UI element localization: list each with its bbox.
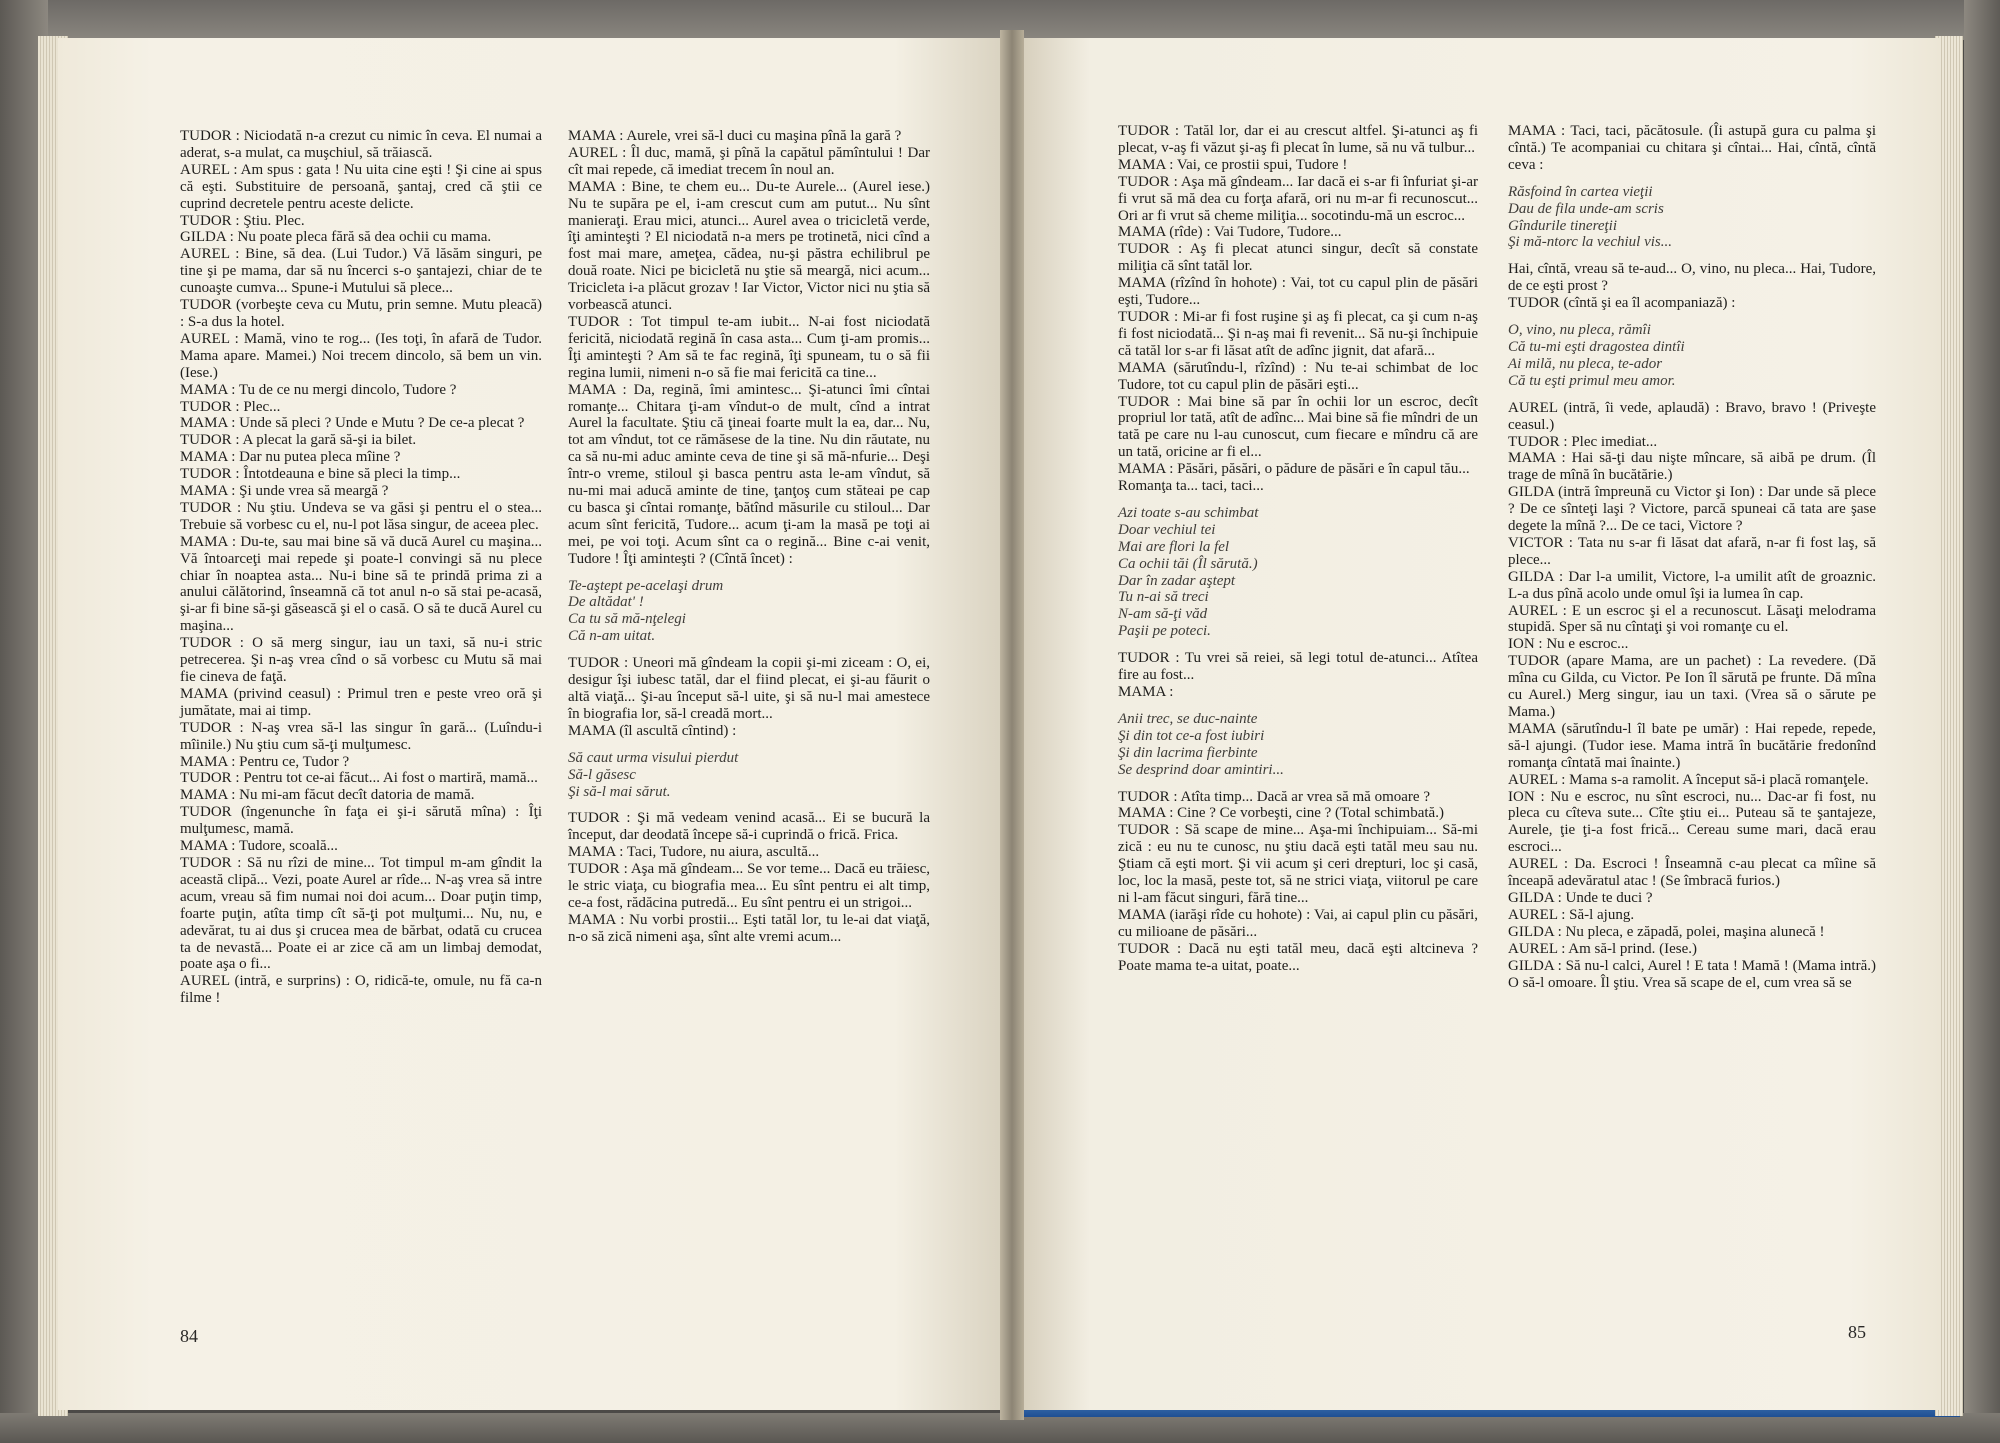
left-page-column-1	[180, 128, 542, 1007]
dialogue-paragraph: GILDA : Nu pleca, e zăpadă, polei, maşina alunecă !	[1508, 923, 1825, 940]
dialogue-paragraph: TUDOR : Aşa mă gîndeam... Iar dacă ei s-ar fi înfuriat şi-ar fi vrut să mă dea cu forţa afară, ori nu m-ar fi recunoscut... Ori ar fi vrut să cheme miliţia... socotindu-mă un escroc...	[1118, 173, 1478, 224]
dialogue-paragraph: AUREL : Mama s-a ramolit. A început să-i placă romanţele.	[1508, 771, 1869, 788]
dialogue-paragraph: MAMA : Cine ? Ce vorbeşti, cine ? (Total schimbată.)	[1118, 805, 1444, 822]
dialogue-paragraph: TUDOR (îngenunche în faţa ei şi-i sărută mîna) : Îţi mulţumesc, mamă.	[180, 804, 542, 838]
dialogue-paragraph: TUDOR : Atîta timp... Dacă ar vrea să mă omoare ?	[1118, 788, 1430, 805]
dialogue-paragraph: TUDOR : Şi mă vedeam venind acasă... Ei se bucură la început, dar deodată începe să-i cuprindă o frică. Frica.	[568, 810, 930, 844]
dialogue-paragraph: MAMA : Nu mi-am făcut decît datoria de mamă.	[180, 787, 475, 804]
dialogue-paragraph: GILDA : Unde te duci ?	[1508, 889, 1653, 906]
dialogue-paragraph: TUDOR : O să merg singur, iau un taxi, să nu-i stric petrecerea. Şi n-aş vrea cînd o să vorbesc cu Mutu să mai fie cineva de faţă.	[180, 635, 542, 685]
dialogue-paragraph: MAMA : Nu vorbi prostii... Eşti tatăl lor, tu le-ai dat viaţă, n-o să zică nimeni aşa, sînt alte vremi acum...	[568, 911, 930, 945]
dialogue-paragraph: ION : Nu e escroc...	[1508, 636, 1629, 653]
dialogue-paragraph: Hai, cîntă, vreau să te-aud... O, vino, nu pleca... Hai, Tudore, de ce eşti prost ?	[1508, 261, 1876, 295]
dialogue-paragraph: TUDOR : Tu vrei să reiei, să legi totul de-atunci... Atîtea fire au fost...	[1118, 650, 1478, 684]
dialogue-paragraph: Romanţa ta... taci, taci...	[1118, 478, 1264, 495]
dialogue-paragraph: TUDOR : Plec...	[180, 398, 281, 415]
dialogue-paragraph: TUDOR : Să nu rîzi de mine... Tot timpul m-am gîndit la această clipă... Vezi, poate Aurel ar rîde... N-aş vrea să intre acum, vreau să fim numai noi doi acum... Doar puţin timp, foarte puţin, atîta timp cît să-ţi pot mulţumi... Nu, nu, e adevărat, tu ai dus şi crucea mea de bărbat, odată cu crucea ta de nevastă... Poate ei ar zice că am un limbaj demodat, poate aşa o fi...	[180, 854, 542, 973]
book-gutter	[1000, 30, 1024, 1420]
right-page-number: 85	[1848, 1322, 1866, 1342]
dialogue-paragraph: AUREL : Bine, să dea. (Lui Tudor.) Vă lăsăm singuri, pe tine şi pe mama, dar să nu încerci s-o şantajezi, chiar de te cunoaşte cumva... Spune-i Mutului să plece...	[180, 246, 542, 297]
dialogue-paragraph: TUDOR : Mai bine să par în ochii lor un escroc, decît propriul lor tată, atît de adînc... Mai bine să fie mîndri de un tată pe care nu l-au cunoscut, cum fiecare e mîndru că are un tată, oricine ar fi el...	[1118, 393, 1478, 461]
dialogue-paragraph: MAMA (îl ascultă cîntind) :	[568, 722, 737, 739]
dialogue-paragraph: MAMA (iarăşi rîde cu hohote) : Vai, ai capul plin cu păsări, cu milioane de păsări...	[1118, 906, 1478, 940]
dialogue-paragraph: TUDOR : Întotdeauna e bine să pleci la timp...	[180, 466, 461, 483]
dialogue-paragraph: MAMA : Vai, ce prostii spui, Tudore !	[1118, 156, 1348, 173]
dialogue-paragraph: MAMA : Şi unde vrea să meargă ?	[180, 483, 389, 500]
dialogue-paragraph: AUREL : Îl duc, mamă, şi pînă la capătul pămîntului ! Dar cît mai repede, că imediat trecem în noul an.	[568, 144, 930, 178]
dialogue-paragraph: MAMA : Aurele, vrei să-l duci cu maşina pînă la gară ?	[568, 128, 902, 144]
dialogue-paragraph: TUDOR (cîntă şi ea îl acompaniază) :	[1508, 295, 1736, 312]
dialogue-paragraph: TUDOR : Tot timpul te-am iubit... N-ai fost niciodată fericită, niciodată regină în casa asta... Cum ţi-am promis... Îţi aminteşti ? Am să te fac regină, îţi spuneam, tu o să fii regina lumii, nimeni n-o să fie mai fericită ca tine...	[568, 313, 930, 381]
dialogue-paragraph: MAMA (sărutîndu-l îl bate pe umăr) : Hai repede, repede, să-l ajungi. (Tudor iese. Mama intră în bucătărie fredonînd romanţa cîntată mai înainte.)	[1508, 720, 1876, 771]
dialogue-paragraph: TUDOR (vorbeşte ceva cu Mutu, prin semne. Mutu pleacă) : S-a dus la hotel.	[180, 297, 542, 330]
dialogue-paragraph: MAMA : Unde să pleci ? Unde e Mutu ? De ce-a plecat ?	[180, 415, 525, 432]
dialogue-paragraph: TUDOR : Să scape de mine... Aşa-mi închipuiam... Să-mi zică : eu nu te cunosc, nu ştiu dacă eşti tatăl meu sau nu. Ştiam că eşti mort. Şi vii acum şi ceri drepturi, loc şi casă, loc, loc la masă, peste tot, să ne strici viaţa, viitorul pe care ni l-am făcut singuri, fără tine...	[1118, 822, 1478, 906]
dialogue-paragraph: VICTOR : Tata nu s-ar fi lăsat dat afară, n-ar fi fost laş, să plece...	[1508, 534, 1876, 568]
dialogue-paragraph: TUDOR : Niciodată n-a crezut cu nimic în ceva. El numai a aderat, s-a mulat, ca muşchiul, să trăiască.	[180, 128, 542, 161]
dialogue-paragraph: GILDA : Nu poate pleca fără să dea ochii cu mama.	[180, 229, 492, 246]
dialogue-paragraph: MAMA : Hai să-ţi dau nişte mîncare, să aibă pe drum. (Îl trage de mînă în bucătărie.)	[1508, 450, 1876, 484]
left-page-number: 84	[180, 1326, 198, 1346]
dialogue-paragraph: TUDOR : Dacă nu eşti tatăl meu, dacă eşti altcineva ? Poate mama te-a uitat, poate...	[1118, 940, 1478, 974]
dialogue-paragraph: TUDOR : Plec imediat...	[1508, 433, 1658, 450]
dialogue-paragraph: TUDOR : A plecat la gară să-şi ia bilet.	[180, 432, 417, 449]
song-stanza: Te-aştept pe-acelaşi drum De altădat' ! Ca tu să mă-nţelegi Că n-am uitat.	[568, 577, 724, 645]
dialogue-paragraph: GILDA : Să nu-l calci, Aurel ! E tata ! Mamă ! (Mama intră.) O să-l omoare. Îl ştiu. Vrea să scape de el, cum vrea să se	[1508, 957, 1876, 991]
dialogue-paragraph: TUDOR : Ştiu. Plec.	[180, 212, 305, 229]
dialogue-paragraph: TUDOR : Aşa mă gîndeam... Se vor teme... Dacă eu trăiesc, le stric viaţa, cu biografia mea... Eu sînt pentru ei alt timp, ce-a fost, rădăcina putredă... Eu sînt pentru ei un strigoi...	[568, 861, 930, 911]
dialogue-paragraph: ION : Nu e escroc, nu sînt escroci, nu... Dac-ar fi fost, nu pleca cu cîteva sute... Cîte ştiu ei... Puteau să te şantajeze, Aurele, ţie ţi-a fost frică... Cereau sume mari, dacă erau escroci...	[1508, 788, 1876, 856]
dialogue-paragraph: MAMA : Du-te, sau mai bine să vă ducă Aurel cu maşina... Vă întoarceţi mai repede şi poate-l convingi să nu plece chiar în noaptea asta... Nu-i bine să te prindă prima zi a anului călătorind, înseamnă că tot anul n-o să stai pe-acasă, şi-ar fi bine să-şi găsească şi el o casă. O să te ducă Aurel cu maşina...	[180, 533, 542, 635]
dialogue-paragraph: AUREL : Mamă, vino te rog... (Ies toţi, în afară de Tudor. Mama apare. Mamei.) Noi trecem dincolo, să bem un vin. (Iese.)	[180, 330, 542, 381]
dialogue-paragraph: AUREL : Am să-l prind. (Iese.)	[1508, 940, 1697, 957]
dialogue-paragraph: MAMA (sărutîndu-l, rîzînd) : Nu te-ai schimbat de loc Tudore, tot cu capul plin de păsări eşti...	[1118, 359, 1478, 393]
dialogue-paragraph: MAMA : Dar nu putea pleca mîine ?	[180, 449, 401, 466]
dialogue-paragraph: TUDOR : Pentru tot ce-ai făcut... Ai fost o martiră, mamă...	[180, 770, 538, 787]
right-page-column-2	[1508, 123, 1876, 991]
dialogue-paragraph: MAMA : Păsări, păsări, o pădure de păsări e în capul tău...	[1118, 461, 1470, 478]
dialogue-paragraph: AUREL : Să-l ajung.	[1508, 906, 1635, 923]
dialogue-paragraph: MAMA (privind ceasul) : Primul tren e peste vreo oră şi jumătate, mai ai timp.	[180, 685, 542, 719]
song-stanza: Azi toate s-au schimbat Doar vechiul tei Mai are flori la fel Ca ochii tăi (Îl sărută.) Dar în zadar aştept Tu n-ai să treci N-am să-ţi văd Paşii pe poteci.	[1118, 504, 1259, 640]
dialogue-paragraph: AUREL : Am spus : gata ! Nu uita cine eşti ! Şi cine ai spus că eşti. Substituire de persoană, şantaj, cred că ştii ce cuprind decretele pentru aceste delicte.	[180, 161, 542, 212]
song-stanza: Răsfoind în cartea vieţii Dau de fila unde-am scris Gîndurile tinereţii Şi mă-ntorc la vechiul vis...	[1508, 183, 1672, 251]
dialogue-paragraph: MAMA (rîzînd în hohote) : Vai, tot cu capul plin de păsări eşti, Tudore...	[1118, 275, 1478, 309]
dialogue-paragraph: AUREL (intră, îi vede, aplaudă) : Bravo, bravo ! (Priveşte ceasul.)	[1508, 399, 1876, 433]
dialogue-paragraph: MAMA :	[1118, 684, 1174, 700]
dialogue-paragraph: MAMA : Pentru ce, Tudor ?	[180, 753, 350, 770]
dialogue-paragraph: TUDOR : Tatăl lor, dar ei au crescut altfel. Şi-atunci aş fi plecat, v-aş fi văzut şi-aş fi plecat în lume, să nu vă tulbur...	[1118, 123, 1478, 156]
book-cover-right	[1964, 0, 2000, 1443]
dialogue-paragraph: MAMA (rîde) : Vai Tudore, Tudore...	[1118, 224, 1342, 241]
dialogue-paragraph: AUREL : Da. Escroci ! Înseamnă c-au plecat ca mîine să înceapă adevăratul atac ! (Se îmbracă furios.)	[1508, 856, 1876, 890]
dialogue-paragraph: AUREL : E un escroc şi el a recunoscut. Lăsaţi melodrama stupidă. Sper să nu cîntaţi şi voi romanţe cu el.	[1508, 602, 1876, 636]
dialogue-paragraph: TUDOR : Uneori mă gîndeam la copii şi-mi ziceam : O, ei, desigur îşi iubesc tatăl, dar el fiind plecat, ei şi-au făurit o altă viaţă... Şi-au început să-l uite, şi să nu-l mai amestece în biografia lor, să-l creadă mort...	[568, 655, 930, 722]
dialogue-paragraph: TUDOR : N-aş vrea să-l las singur în gară... (Luîndu-i mîinile.) Nu ştiu cum să-ţi mulţumesc.	[180, 719, 542, 753]
dialogue-paragraph: TUDOR : Aş fi plecat atunci singur, decît să constate miliţia că sînt tatăl lor.	[1118, 241, 1478, 275]
dialogue-paragraph: MAMA : Da, regină, îmi amintesc... Şi-atunci îmi cîntai romanţe... Chitara ţi-am vîndut-o de mult, cînd a intrat Aurel la facultate. Ştiu că ţineai foarte mult la ea, dar... Nu, tot am vîndut, tot ce rămăsese de la tine. Nu din răutate, nu ca să nu-mi aduc aminte ceva de tine şi să mă-nfurie... Deşi într-o vreme, stiloul şi basca pentru asta le-am vîndut, să nu-mi mai aducă aminte de tine, ţanţoş cum stăteai pe cap cu basca şi cîntai romanţe, bătînd măsurile cu stiloul... Dar acum sînt fericită, Tudore... acum ţi-am la masă pe toţi ai mei, pe voi toţi. Acum sînt ca o regină... Bine c-ai venit, Tudore ! Îţi aminteşti ? (Cîntă încet) :	[568, 381, 930, 567]
dialogue-paragraph: TUDOR : Mi-ar fi fost ruşine şi aş fi plecat, ca şi cum n-aş fi fost niciodată... Şi n-aş mai fi revenit... Să nu-şi închipuie că tatăl lor s-ar fi lăsat atît de adînc jignit, dat afară...	[1118, 308, 1478, 359]
dialogue-paragraph: MAMA : Taci, taci, păcătosule. (Îi astupă gura cu palma şi cîntă.) Te acompaniai cu chitara şi cîntai... Hai, cîntă, cîntă ceva :	[1508, 123, 1876, 173]
song-stanza: O, vino, nu pleca, rămîi Că tu-mi eşti dragostea dintîi Ai milă, nu pleca, te-ador Că tu eşti primul meu amor.	[1508, 322, 1685, 389]
dialogue-paragraph: TUDOR : Nu ştiu. Undeva se va găsi şi pentru el o stea... Trebuie să vorbesc cu el, nu-l pot lăsa singur, de aceea plec.	[180, 499, 542, 533]
dialogue-paragraph: GILDA : Dar l-a umilit, Victore, l-a umilit atît de groaznic. L-a dus pînă acolo unde omul îşi ia lumea în cap.	[1508, 568, 1876, 602]
song-stanza: Anii trec, se duc-nainte Şi din tot ce-a fost iubiri Şi din lacrima fierbinte Se desprind doar amintiri...	[1118, 710, 1284, 778]
dialogue-paragraph: MAMA : Tudore, scoală...	[180, 838, 338, 855]
dialogue-paragraph: TUDOR (apare Mama, are un pachet) : La revedere. (Dă mîna cu Gilda, cu Victor. Pe Ion îl sărută pe frunte. Dă mîna cu Aurel.) Merg singur, iau un taxi. (Vrea să o sărute pe Mama.)	[1508, 653, 1876, 720]
song-stanza: Să caut urma visului pierdut Să-l găsesc Şi să-l mai sărut.	[568, 749, 739, 800]
dialogue-paragraph: MAMA : Tu de ce nu mergi dincolo, Tudore ?	[180, 381, 457, 398]
dialogue-paragraph: AUREL (intră, e surprins) : O, ridică-te, omule, nu fă ca-n filme !	[180, 973, 542, 1007]
right-page-column-1	[1118, 123, 1478, 975]
dialogue-paragraph: MAMA : Taci, Tudore, nu aiura, ascultă...	[568, 844, 820, 861]
dialogue-paragraph: MAMA : Bine, te chem eu... Du-te Aurele... (Aurel iese.) Nu te supăra pe el, i-am crescut cum am putut... Nu sînt manieraţi. Erau mici, atunci... Aurel avea o tricicletă verde, îţi aminteşti ? El niciodată n-a mers pe trotinetă, nici cînd a fost mai mare, ameţea, cădea, nu-şi păstra echilibrul pe două roate. Nici pe bicicletă nu ştie să meargă, nici acum... Tricicleta i-a plăcut grozav ! Iar Victor, Victor nici nu ştia să vorbească atunci.	[568, 178, 930, 314]
left-page-column-2	[568, 128, 930, 946]
dialogue-paragraph: GILDA (intră împreună cu Victor şi Ion) : Dar unde să plece ? De ce sînteţi laşi ? Victore, parcă spuneai că tata are şase degete la mînă ?... De ce taci, Victore ?	[1508, 484, 1876, 535]
